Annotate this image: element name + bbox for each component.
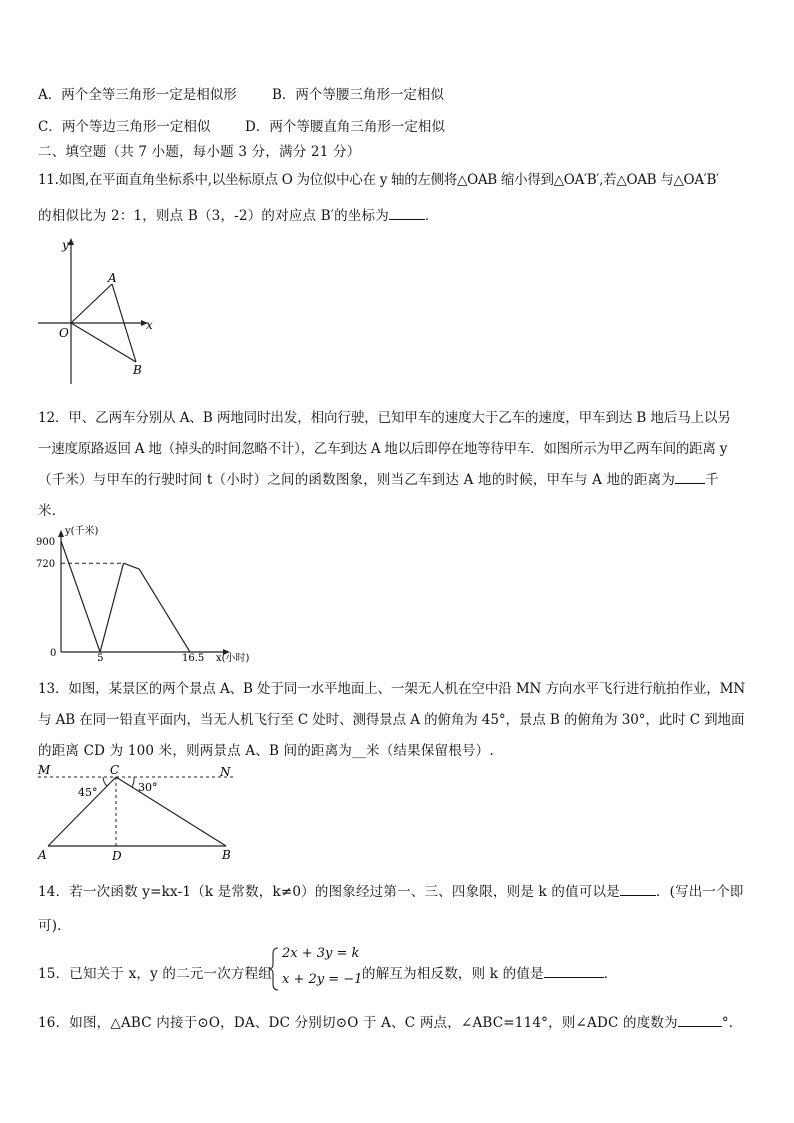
q13-label-c: C (110, 763, 120, 777)
q15-answer-blank[interactable] (544, 965, 604, 978)
option-c: C．两个等边三角形一定相似 (38, 119, 211, 135)
q12-ytick-720: 720 (36, 559, 56, 571)
q12-line-segment-1 (61, 541, 100, 652)
q15-text-c: ． (603, 966, 618, 982)
q13-figure (34, 760, 244, 866)
q16-text-a: 16．如图，△ABC 内接于⊙O，DA、DC 分别切⊙O 于 A、C 两点，∠ABC=114°，则∠ADC 的度数为 (38, 1015, 678, 1031)
q12-line1: 12．甲、乙两车分别从 A、B 两地同时出发，相向行驶，已知甲车的速度大于乙车的速度，甲车到达 B 地后马上以另 (38, 410, 731, 426)
q11-answer-blank[interactable] (389, 207, 425, 220)
q12-line4: 米． (38, 503, 66, 519)
q12-line-segment-3 (124, 563, 140, 569)
q16-line (38, 1011, 742, 1031)
q11-line2-end: ． (424, 208, 439, 224)
q12-answer-blank[interactable] (675, 471, 705, 484)
q11-segment-oa (71, 284, 112, 323)
q14-answer-blank[interactable] (620, 883, 656, 896)
q16-text-b: °． (721, 1015, 743, 1031)
q12-y-arrow (58, 530, 64, 537)
q13-label-b: B (222, 848, 231, 862)
q12-line2: 一速度原路返回 A 地（掉头的时间忽略不计），乙车到达 A 地以后即停在地等待甲车．如图所示为甲乙两车间的距离 y (38, 441, 728, 457)
q12-ytick-900: 900 (36, 537, 56, 548)
q15-eq1: 2x + 3y = k (282, 946, 360, 961)
option-d: D．两个等腰直角三角形一定相似 (245, 119, 445, 135)
q13-label-m: M (38, 763, 51, 777)
q13-label-a: A (38, 848, 47, 862)
q12-line3-end: 千 (705, 472, 719, 488)
q13-label-n: N (220, 765, 231, 779)
q11-line1: 11.如图,在平面直角坐标系中,以坐标原点 O 为位似中心在 y 轴的左侧将△OAB 缩小得到△OA′B′,若△OAB 与△OA′B′ (38, 172, 719, 188)
q11-label-a: A (108, 271, 117, 285)
q12-ylabel: y(千米) (65, 526, 99, 537)
q14-line1-end: ．(写出一个即 (655, 884, 744, 900)
q13-line3: 的距离 CD 为 100 米，则两景点 A、B 间的距离为__米（结果保留根号）. (38, 743, 494, 759)
q11-line2-text: 的相似比为 2：1，则点 B（3，-2）的对应点 B′的坐标为 (38, 208, 389, 224)
q11-line2 (38, 204, 439, 224)
q13-line1: 13．如图，某景区的两个景点 A、B 处于同一水平地面上、一架无人机在空中沿 MN 方向水平飞行进行航拍作业，MN (38, 681, 746, 697)
q12-chart (30, 522, 270, 668)
q12-xtick-16-5: 16.5 (182, 653, 205, 664)
q13-line2: 与 AB 在同一铅直平面内，当无人机飞行至 C 处时、测得景点 A 的俯角为 45°，景点 B 的俯角为 30°，此时 C 到地面 (38, 712, 745, 728)
option-a: A．两个全等三角形一定是相似形 (38, 87, 237, 103)
q16-answer-blank[interactable] (678, 1014, 722, 1027)
q11-y-arrow (68, 238, 74, 245)
q12-line-segment-2 (100, 563, 123, 652)
q14-line1 (38, 880, 744, 900)
q15-line-rest (362, 962, 617, 982)
q11-label-o: O (59, 326, 69, 340)
q13-label-45: 45° (78, 786, 98, 799)
q12-xtick-5: 5 (97, 653, 104, 664)
q14-line2: 可)． (38, 918, 71, 934)
q12-line3-text: （千米）与甲车的行驶时间 t（小时）之间的函数图象，则当乙车到达 A 地的时候，甲车与 A 地的距离为 (38, 472, 676, 488)
q11-label-b: B (133, 363, 142, 377)
q15-eq2: x + 2y = −1 (282, 972, 363, 987)
q15-text-a: 15．已知关于 x，y 的二元一次方程组 (38, 966, 273, 982)
q13-label-d: D (112, 849, 122, 863)
q12-line-segment-4 (139, 569, 190, 652)
q13-line-cb (116, 777, 226, 846)
q13-label-30: 30° (138, 781, 158, 794)
q11-label-y: y (62, 238, 69, 252)
option-b: B．两个等腰三角形一定相似 (272, 87, 444, 103)
section-heading: 二、填空题（共 7 小题，每小题 3 分，满分 21 分） (38, 144, 361, 160)
q12-origin: 0 (50, 648, 57, 659)
q14-line1-text: 14．若一次函数 y=kx-1（k 是常数，k≠0）的图象经过第一、三、四象限，则是 k 的值可以是 (38, 884, 620, 900)
q12-line3 (38, 468, 719, 488)
q13-arc-45 (103, 777, 107, 786)
q13-arc-30 (132, 777, 134, 787)
q12-xlabel: x(小时) (216, 653, 250, 664)
q15-brace (268, 946, 280, 992)
q11-figure (34, 236, 164, 386)
q11-label-x: x (146, 318, 153, 332)
q15-text-b: 的解互为相反数，则 k 的值是 (362, 966, 544, 982)
